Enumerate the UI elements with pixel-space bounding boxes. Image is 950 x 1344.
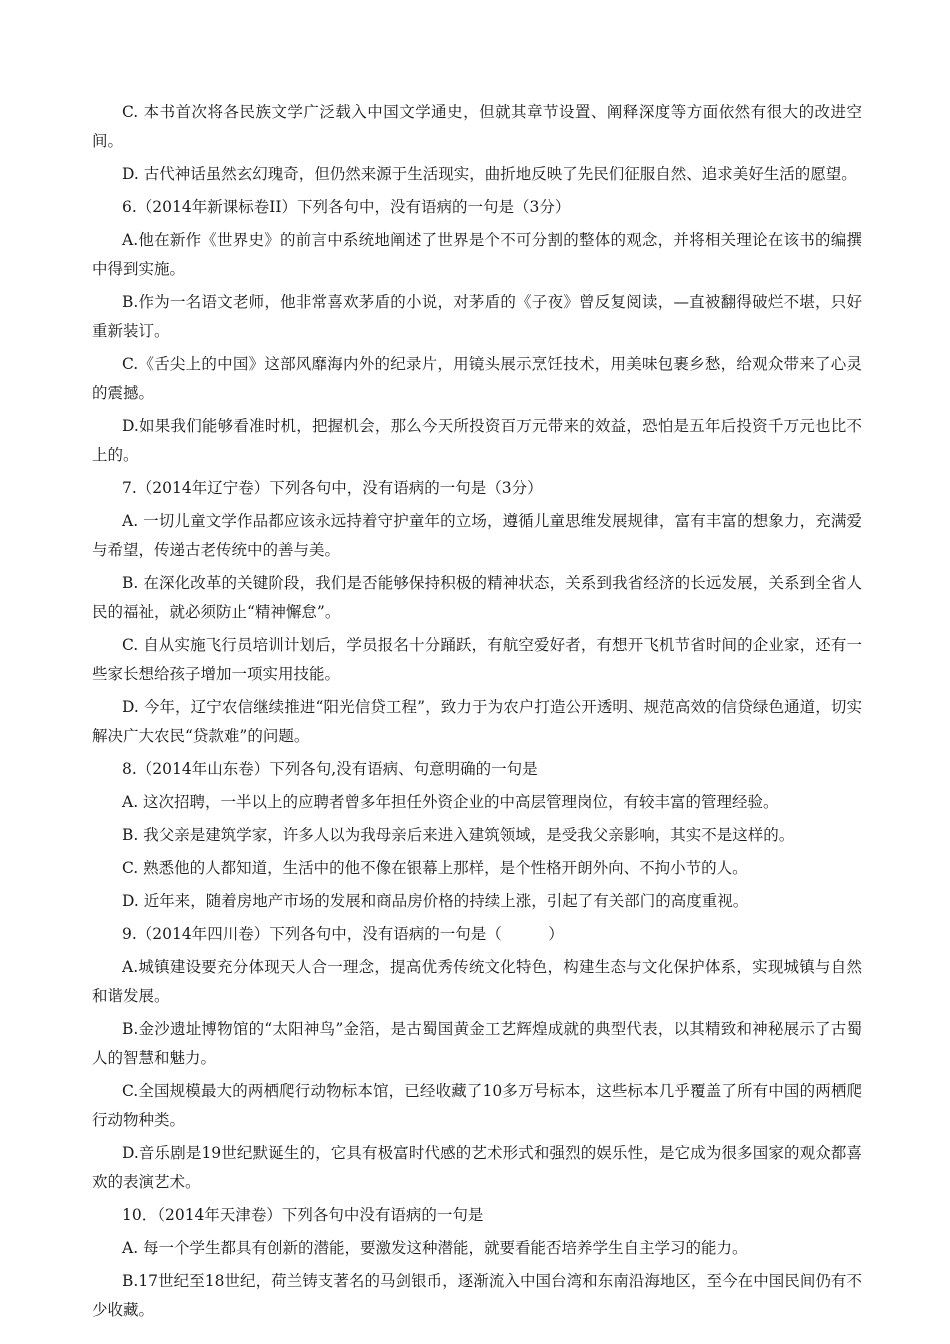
option-paragraph: C.全国规模最大的两栖爬行动物标本馆，已经收藏了10多万号标本，这些标本几乎覆盖了所有中国的两栖爬行动物种类。 <box>92 1082 862 1129</box>
option-paragraph: D.如果我们能够看准时机，把握机会，那么今天所投资百万元带来的效益，恐怕是五年后投资千万元也比不上的。 <box>92 417 862 464</box>
question-heading: 6.（2014年新课标卷II）下列各句中，没有语病的一句是（3分） <box>122 198 571 216</box>
option-paragraph: C. 本书首次将各民族文学广泛载入中国文学通史，但就其章节设置、阐释深度等方面依然有很大的改进空间。 <box>92 103 862 150</box>
option-paragraph: B. 我父亲是建筑学家，许多人以为我母亲后来进入建筑领域，是受我父亲影响，其实不是这样的。 <box>122 826 795 844</box>
option-paragraph: A. 一切儿童文学作品都应该永远持着守护童年的立场，遵循儿童思维发展规律，富有丰富的想象力，充满爱与希望，传递古老传统中的善与美。 <box>92 512 862 559</box>
question-heading: 9.（2014年四川卷）下列各句中，没有语病的一句是（ ） <box>122 925 564 943</box>
option-paragraph: D. 古代神话虽然玄幻瑰奇，但仍然来源于生活现实，曲折地反映了先民们征服自然、追求美好生活的愿望。 <box>122 165 857 183</box>
option-paragraph: B.金沙遗址博物馆的“太阳神鸟”金箔，是古蜀国黄金工艺辉煌成就的典型代表，以其精致和神秘展示了古蜀人的智慧和魅力。 <box>92 1020 862 1067</box>
option-paragraph: A. 每一个学生都具有创新的潜能，要激发这种潜能，就要看能否培养学生自主学习的能力。 <box>122 1239 748 1257</box>
option-paragraph: C.《舌尖上的中国》这部风靡海内外的纪录片，用镜头展示烹饪技术，用美味包裹乡愁，给观众带来了心灵的震撼。 <box>92 355 862 402</box>
option-paragraph: D.音乐剧是19世纪默诞生的，它具有极富时代感的艺术形式和强烈的娱乐性，是它成为很多国家的观众都喜欢的表演艺术。 <box>92 1144 862 1191</box>
option-paragraph: A. 这次招聘，一半以上的应聘者曾多年担任外资企业的中高层管理岗位，有较丰富的管理经验。 <box>122 793 779 811</box>
option-paragraph: B. 在深化改革的关键阶段，我们是否能够保持积极的精神状态，关系到我省经济的长远发展，关系到全省人民的福祉，就必须防止“精神懈怠”。 <box>92 574 862 621</box>
question-heading: 7.（2014年辽宁卷）下列各句中，没有语病的一句是（3分） <box>122 479 543 497</box>
question-heading: 10．（2014年天津卷）下列各句中没有语病的一句是 <box>122 1206 484 1224</box>
option-paragraph: D. 近年来，随着房地产市场的发展和商品房价格的持续上涨，引起了有关部门的高度重视。 <box>122 892 749 910</box>
option-paragraph: C. 自从实施飞行员培训计划后，学员报名十分踊跃，有航空爱好者，有想开飞机节省时间的企业家，还有一些家长想给孩子增加一项实用技能。 <box>92 636 862 683</box>
option-paragraph: B.作为一名语文老师，他非常喜欢茅盾的小说，对茅盾的《子夜》曾反复阅读，—直被翻得破烂不堪，只好重新装订。 <box>92 293 862 340</box>
option-paragraph: D. 今年，辽宁农信继续推进“阳光信贷工程”，致力于为农户打造公开透明、规范高效的信贷绿色通道，切实解决广大农民“贷款难”的问题。 <box>92 698 862 745</box>
option-paragraph: C. 熟悉他的人都知道，生活中的他不像在银幕上那样，是个性格开朗外向、不拘小节的人。 <box>122 859 748 877</box>
question-heading: 8.（2014年山东卷）下列各句,没有语病、句意明确的一句是 <box>122 760 538 778</box>
option-paragraph: A.他在新作《世界史》的前言中系统地阐述了世界是个不可分割的整体的观念，并将相关理论在该书的编撰中得到实施。 <box>92 231 862 278</box>
option-paragraph: B.17世纪至18世纪，荷兰铸支著名的马剑银币，逐渐流入中国台湾和东南沿海地区，至今在中国民间仍有不少收藏。 <box>92 1272 862 1319</box>
option-paragraph: A.城镇建设要充分体现天人合一理念，提高优秀传统文化特色，构建生态与文化保护体系，实现城镇与自然和谐发展。 <box>92 958 862 1005</box>
